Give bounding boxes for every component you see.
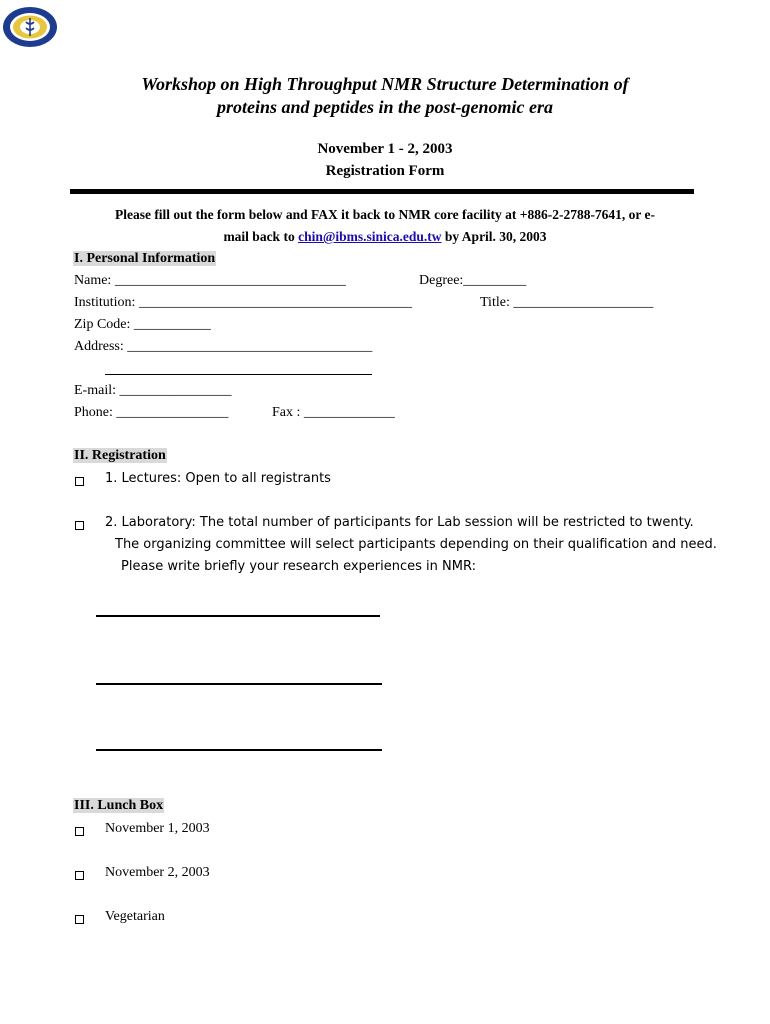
instructions-deadline: by April. 30, 2003 xyxy=(441,229,547,244)
research-experience-line-3[interactable] xyxy=(96,749,382,751)
workshop-title-line1: Workshop on High Throughput NMR Structure Determination of xyxy=(141,74,629,94)
research-experience-line-2[interactable] xyxy=(96,683,382,685)
workshop-dates: November 1 - 2, 2003 xyxy=(317,141,453,157)
address-field[interactable]: Address: ___________________________________ xyxy=(74,339,373,354)
research-experience-prompt: Please write briefly your research experiences in NMR: xyxy=(121,559,476,574)
section-heading-registration: II. Registration xyxy=(74,448,166,463)
registration-section xyxy=(73,448,167,464)
degree-field[interactable]: Degree:_________ xyxy=(419,273,527,288)
zip-code-field[interactable]: Zip Code: ___________ xyxy=(74,317,211,332)
institution-field[interactable]: Institution: _______________________________________ xyxy=(74,295,412,310)
laboratory-checkbox[interactable] xyxy=(75,521,84,530)
address-line-2[interactable] xyxy=(105,374,372,375)
name-field[interactable]: Name: _________________________________ xyxy=(74,273,346,288)
header-divider xyxy=(70,189,694,194)
instructions-line2 xyxy=(0,229,770,245)
lunch-nov2-checkbox[interactable] xyxy=(75,871,84,880)
instructions-line1: Please fill out the form below and FAX it back to NMR core facility at +886-2-2788-7641, or e- xyxy=(114,207,656,222)
fax-field[interactable]: Fax : _____________ xyxy=(272,405,395,420)
email-field[interactable]: E-mail: ________________ xyxy=(74,383,232,398)
section-heading-personal: I. Personal Information xyxy=(74,251,216,266)
lectures-option-label: 1. Lectures: Open to all registrants xyxy=(105,471,331,486)
form-name: Registration Form xyxy=(325,163,445,179)
email-link[interactable]: chin@ibms.sinica.edu.tw xyxy=(298,229,442,244)
laboratory-option-note: The organizing committee will select participants depending on their qualification and need. xyxy=(115,537,717,552)
lunch-nov2-label: November 2, 2003 xyxy=(105,865,210,880)
lectures-checkbox[interactable] xyxy=(75,477,84,486)
lunch-vegetarian-checkbox[interactable] xyxy=(75,915,84,924)
lunch-section xyxy=(73,798,164,814)
lunch-nov1-label: November 1, 2003 xyxy=(105,821,210,836)
research-experience-line-1[interactable] xyxy=(96,615,380,617)
laboratory-option-label: 2. Laboratory: The total number of participants for Lab session will be restricted to twenty. xyxy=(105,515,694,530)
title-field[interactable]: Title: ____________________ xyxy=(480,295,654,310)
lunch-vegetarian-label: Vegetarian xyxy=(105,909,165,924)
phone-field[interactable]: Phone: ________________ xyxy=(74,405,229,420)
section-heading-lunch: III. Lunch Box xyxy=(74,798,164,813)
institute-logo xyxy=(2,6,58,48)
lunch-nov1-checkbox[interactable] xyxy=(75,827,84,836)
workshop-title-line2: proteins and peptides in the post-genomic era xyxy=(216,97,553,117)
personal-info-section xyxy=(73,251,216,267)
instructions-prefix: mail back to xyxy=(223,229,299,244)
